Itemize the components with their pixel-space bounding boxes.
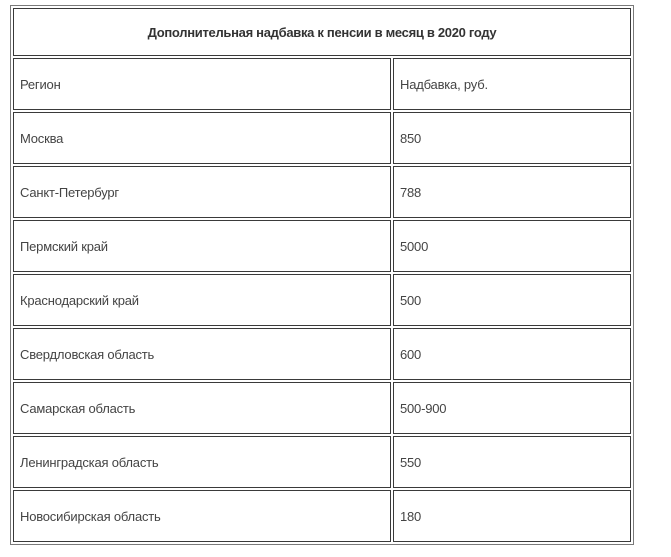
region-cell: Самарская область	[13, 382, 391, 434]
table-row	[13, 436, 631, 488]
region-cell: Ленинградская область	[13, 436, 391, 488]
value-cell: 5000	[393, 220, 631, 272]
table-header-row	[13, 58, 631, 110]
value-cell: 550	[393, 436, 631, 488]
table-row	[13, 112, 631, 164]
value-cell: 180	[393, 490, 631, 542]
region-cell: Свердловская область	[13, 328, 391, 380]
table-row	[13, 166, 631, 218]
table-title: Дополнительная надбавка к пенсии в месяц в 2020 году	[13, 8, 631, 56]
value-cell: 850	[393, 112, 631, 164]
value-cell: 500-900	[393, 382, 631, 434]
table-title-row	[13, 8, 631, 56]
value-cell: 788	[393, 166, 631, 218]
region-cell: Краснодарский край	[13, 274, 391, 326]
column-header-supplement: Надбавка, руб.	[393, 58, 631, 110]
region-cell: Москва	[13, 112, 391, 164]
table-row	[13, 490, 631, 542]
column-header-region: Регион	[13, 58, 391, 110]
table-row	[13, 328, 631, 380]
value-cell: 500	[393, 274, 631, 326]
table-row	[13, 220, 631, 272]
region-cell: Пермский край	[13, 220, 391, 272]
value-cell: 600	[393, 328, 631, 380]
pension-supplement-table	[10, 5, 634, 545]
table-row	[13, 382, 631, 434]
table-row	[13, 274, 631, 326]
region-cell: Новосибирская область	[13, 490, 391, 542]
region-cell: Санкт-Петербург	[13, 166, 391, 218]
pension-table-container	[10, 5, 634, 545]
